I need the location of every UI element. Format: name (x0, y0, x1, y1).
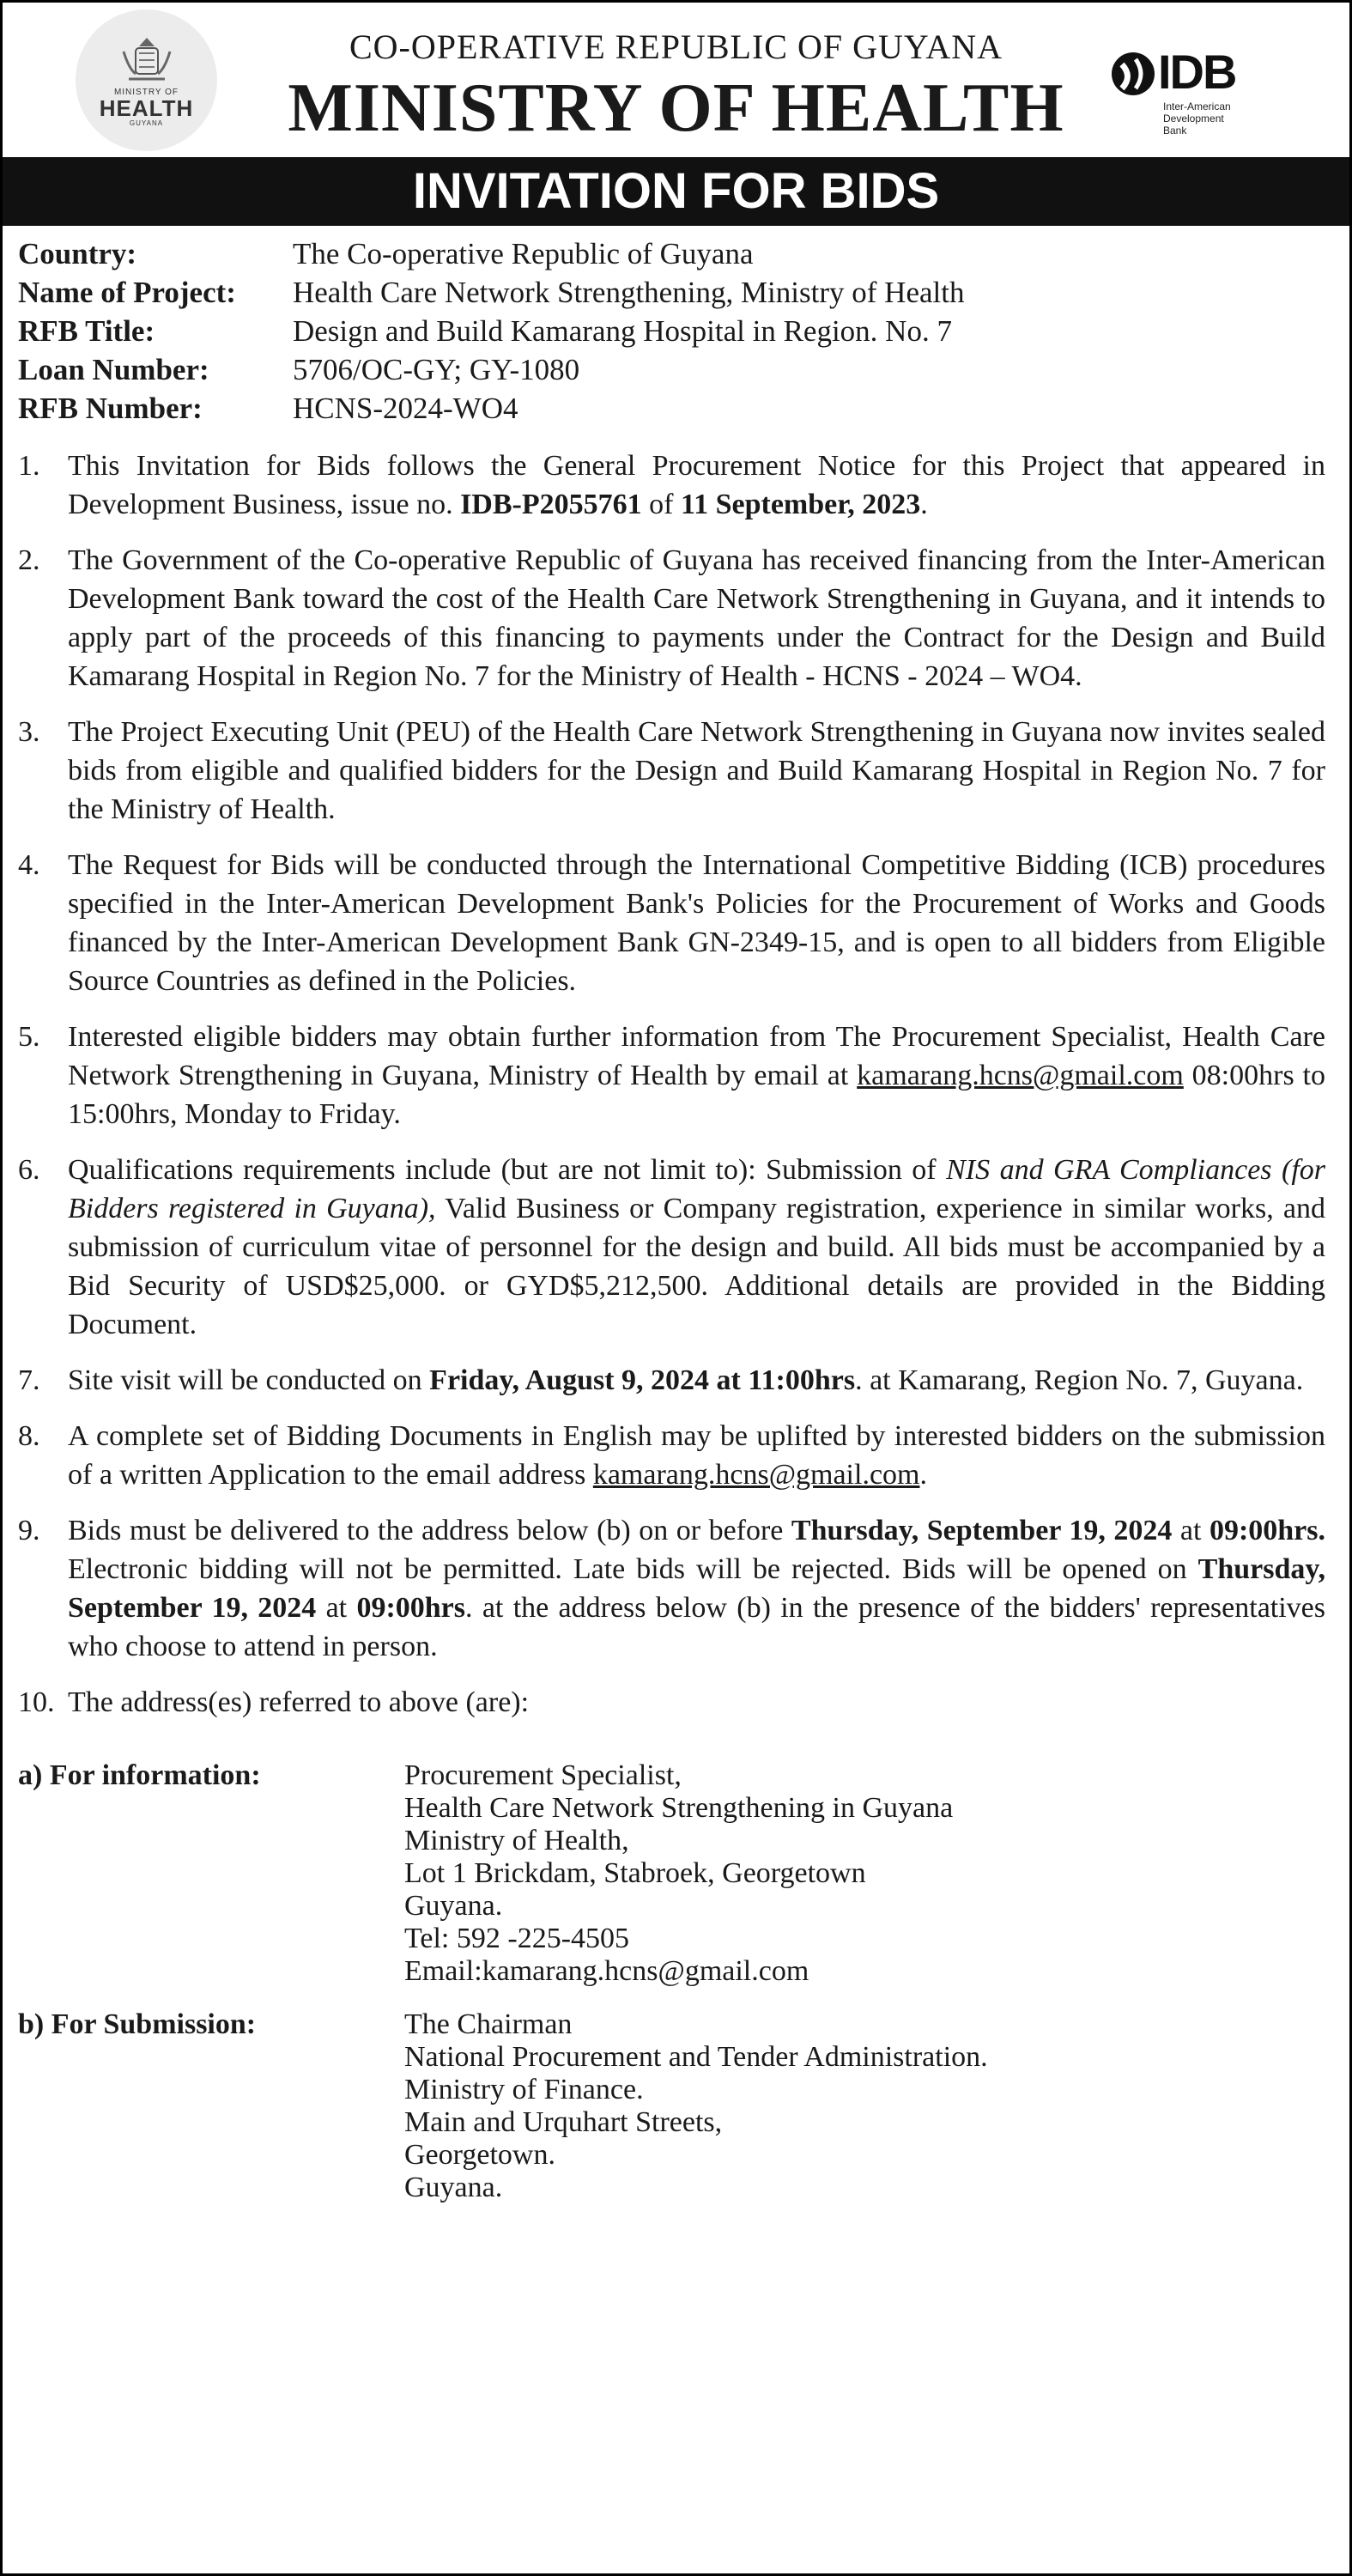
clause-text-part: . at Kamarang, Region No. 7, Guyana. (855, 1364, 1304, 1396)
detail-label: RFB Title: (18, 314, 155, 348)
clause-number: 7. (18, 1364, 40, 1396)
detail-row (18, 389, 1349, 428)
clause-2 (18, 541, 1325, 696)
clause-text (68, 447, 1325, 524)
detail-value: Design and Build Kamarang Hospital in Region. No. 7 (293, 314, 952, 348)
logo-text-ministry: MINISTRY OF (113, 87, 179, 97)
clause-number: 5. (18, 1021, 40, 1053)
clause-10 (18, 1683, 1325, 1722)
clause-1 (18, 447, 1325, 524)
address-line: Health Care Network Strengthening in Guyana (404, 1792, 954, 1824)
clause-8 (18, 1417, 1325, 1494)
clause-7 (18, 1361, 1325, 1400)
clause-text (68, 1018, 1325, 1133)
clause-text-part: . at the address below (b) in the presence of the bidders' representatives who choose to attend in person. (68, 1592, 1326, 1662)
clause-number: 9. (18, 1515, 40, 1546)
address-line: Georgetown. (404, 2139, 555, 2171)
address-line: Lot 1 Brickdam, Stabroek, Georgetown (404, 1857, 866, 1889)
address-line: Ministry of Health, (404, 1825, 629, 1856)
address-label: b) For Submission: (18, 2008, 257, 2040)
logo-text-guyana: GUYANA (129, 118, 164, 127)
clause-text-part: Site visit will be conducted on (68, 1364, 430, 1396)
clause-text-part: 08:00hrs to 15:00hrs, Monday to Friday. (68, 1060, 1325, 1130)
clause-text: The Government of the Co-operative Republic of Guyana has received financing from the Inter-American Development Bank toward the cost of the Health Care Network Strengthening in Guyana, and it intends to apply part of the proceeds of this financing to payments under the Contract for the Design and Build Kamarang Hospital in Region No. 7 for the Ministry of Health - HCNS - 2024 – WO4. (68, 544, 1325, 692)
clause-number: 4. (18, 849, 40, 881)
detail-row (18, 312, 1349, 350)
address-line: Guyana. (404, 2172, 503, 2203)
address-lines (404, 2008, 988, 2204)
clause-text-part: This Invitation for Bids follows the General Procurement Notice for this Project that appeared in Development Business, issue no. (68, 450, 1325, 520)
detail-row (18, 350, 1349, 389)
address-line: Ministry of Finance. (404, 2074, 644, 2105)
clause-6 (18, 1151, 1325, 1344)
clause-text-part: Bids must be delivered to the address below (b) on or before (68, 1515, 791, 1546)
detail-label: Loan Number: (18, 353, 209, 386)
idb-logo-text: IDB (1158, 45, 1236, 99)
clause-text-part: Interested eligible bidders may obtain further information from The Procurement Specialist, Health Care Network Strengthening in Guyana, Ministry of Health by email at (68, 1021, 1325, 1091)
address-line: Guyana. (404, 1890, 503, 1922)
clause-text (68, 1511, 1325, 1666)
address-line: The Chairman (404, 2008, 573, 2040)
clause-number: 10. (18, 1686, 55, 1718)
email-link[interactable]: kamarang.hcns@gmail.com (857, 1060, 1184, 1091)
clause-text-part: . (919, 1459, 927, 1491)
address-line: Tel: 592 -225-4505 (404, 1923, 630, 1954)
idb-sub-line-2: Development Bank (1163, 112, 1224, 137)
project-details (3, 226, 1349, 428)
address-label: a) For information: (18, 1759, 261, 1791)
clause-text-part: at (1172, 1515, 1210, 1546)
clause-5 (18, 1018, 1325, 1133)
gpn-issue-number: IDB-P2055761 (460, 489, 642, 520)
detail-label: Name of Project: (18, 276, 236, 309)
bid-deadline-date: Thursday, September 19, 2024 (791, 1515, 1173, 1546)
clause-text-part: of (641, 489, 681, 520)
detail-row (18, 273, 1349, 312)
bid-deadline-time: 09:00hrs. (1209, 1515, 1325, 1546)
clause-text: The address(es) referred to above (are): (68, 1686, 530, 1718)
bid-opening-date: Thursday, September 19, 2024 (68, 1553, 1325, 1624)
clause-text (68, 1361, 1325, 1400)
clause-text-part: Electronic bidding will not be permitted. Late bids will be rejected. Bids will be opened on (68, 1553, 1198, 1585)
clause-text (68, 1151, 1325, 1344)
clause-text-part: Valid Business or Company registration, experience in similar works, and submission of curriculum vitae of personnel for the design and build. All bids must be accompanied by a Bid Security of USD$25,000. or GYD$5,212,500. Additional details are provided in the Bidding Document. (68, 1193, 1325, 1340)
address-information (18, 1759, 1349, 1988)
numbered-clauses (3, 447, 1349, 1722)
detail-label: Country: (18, 237, 137, 270)
idb-logo (1110, 44, 1247, 138)
clause-3 (18, 713, 1325, 829)
clause-number: 2. (18, 544, 40, 576)
idb-logo-subtext (1163, 100, 1247, 137)
address-submission (18, 2008, 1349, 2204)
clause-9 (18, 1511, 1325, 1666)
bid-opening-time: 09:00hrs (356, 1592, 466, 1624)
clause-text-part: A complete set of Bidding Documents in English may be uplifted by interested bidders on the submission of a written Application to the email address (68, 1420, 1325, 1491)
clause-text-part: . (920, 489, 928, 520)
gpn-date: 11 September, 2023 (680, 489, 921, 520)
clause-number: 1. (18, 450, 40, 482)
idb-sub-line-1: Inter-American (1163, 100, 1231, 112)
clause-4 (18, 846, 1325, 1000)
address-line-email[interactable]: Email:kamarang.hcns@gmail.com (404, 1955, 809, 1987)
detail-value: 5706/OC-GY; GY-1080 (293, 353, 580, 386)
address-line: Procurement Specialist, (404, 1759, 682, 1791)
idb-mark-icon (1110, 51, 1156, 97)
detail-row (18, 234, 1349, 273)
compliance-requirement: NIS and GRA Compliances (for Bidders registered in Guyana), (68, 1154, 1325, 1224)
invitation-banner: INVITATION FOR BIDS (3, 157, 1349, 226)
address-line: National Procurement and Tender Administration. (404, 2041, 988, 2073)
detail-value: The Co-operative Republic of Guyana (293, 237, 754, 270)
detail-value: HCNS-2024-WO4 (293, 392, 518, 425)
site-visit-date: Friday, August 9, 2024 at 11:00hrs (429, 1364, 856, 1396)
clause-text-part: Qualifications requirements include (but are not limit to): Submission of (68, 1154, 947, 1186)
country-heading: CO-OPERATIVE REPUBLIC OF GUYANA (349, 27, 1003, 66)
clause-text-part: at (316, 1592, 357, 1624)
address-line: Main and Urquhart Streets, (404, 2106, 723, 2138)
clause-text: The Request for Bids will be conducted through the International Competitive Bidding (ICB) procedures specified in the Inter-American Development Bank's Policies for the Procurement of Works and Goods financed by the Inter-American Development Bank GN-2349-15, and is open to all bidders from Eligible Source Countries as defined in the Policies. (68, 849, 1325, 997)
detail-label: RFB Number: (18, 392, 203, 425)
header (3, 3, 1349, 157)
address-lines (404, 1759, 953, 1988)
detail-value: Health Care Network Strengthening, Ministry of Health (293, 276, 965, 309)
clause-number: 8. (18, 1420, 40, 1452)
ministry-heading: MINISTRY OF HEALTH (288, 70, 1064, 146)
clause-number: 3. (18, 716, 40, 748)
email-link[interactable]: kamarang.hcns@gmail.com (592, 1459, 920, 1491)
clause-text (68, 1417, 1325, 1494)
logo-text-health: HEALTH (99, 94, 194, 121)
clause-number: 6. (18, 1154, 40, 1186)
clause-text: The Project Executing Unit (PEU) of the Health Care Network Strengthening in Guyana now invites sealed bids from eligible and qualified bidders for the Design and Build Kamarang Hospital in Region No. 7 for the Ministry of Health. (68, 716, 1325, 825)
